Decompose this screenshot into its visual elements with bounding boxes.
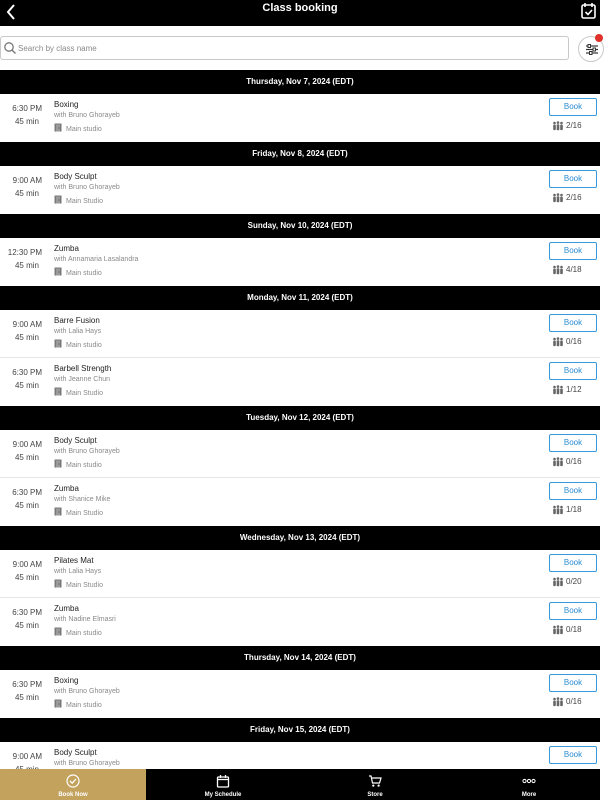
studio-label: Main studio [66,702,102,709]
search-row [0,26,600,70]
tab-store[interactable] [302,769,448,800]
day-header: Monday, Nov 11, 2024 (EDT) [0,286,600,310]
book-button[interactable]: Book [549,362,597,380]
door-icon [54,267,62,276]
studio-label: Main studio [66,126,102,133]
door-icon [54,339,62,348]
day-header: Friday, Nov 8, 2024 (EDT) [0,142,600,166]
class-duration: 45 min [14,189,39,198]
capacity-label: 4/18 [566,265,582,274]
capacity-label: 2/16 [566,121,582,130]
class-name: Body Sculpt [54,748,97,757]
class-time: 6:30 PM [12,488,42,497]
class-time: 6:30 PM [12,104,42,113]
filter-button[interactable] [578,36,604,62]
class-capacity [566,577,582,586]
people-icon [552,385,564,395]
class-duration: 45 min [14,453,39,462]
class-time: 9:00 AM [12,176,42,185]
people-icon [552,697,564,707]
people-icon [552,457,564,467]
class-row[interactable] [0,670,600,718]
door-icon [54,459,62,468]
day-header: Thursday, Nov 7, 2024 (EDT) [0,70,600,94]
people-icon [552,577,564,587]
studio-label: Main studio [66,270,102,277]
class-duration: 45 min [14,381,39,390]
studio-label: Main Studio [66,510,103,517]
people-icon [552,505,564,515]
studio-label: Main Studio [66,582,103,589]
tab-book-now[interactable] [0,769,146,800]
class-instructor: with Jeanne Chun [54,376,111,383]
book-button[interactable]: Book [549,602,597,620]
capacity-label: 0/18 [566,625,582,634]
class-row[interactable] [0,478,600,526]
book-button[interactable]: Book [549,242,597,260]
tab-more[interactable] [456,769,602,800]
class-capacity [566,505,582,514]
class-name: Body Sculpt [54,436,97,445]
studio-label: Main studio [66,462,102,469]
class-name: Pilates Mat [54,556,94,565]
top-bar [0,0,600,26]
bottom-tab-bar [0,769,600,800]
class-capacity [566,385,582,394]
people-icon [552,337,564,347]
book-button[interactable]: Book [549,554,597,572]
class-capacity [566,457,582,466]
class-name: Boxing [54,100,79,109]
class-studio [54,195,103,205]
class-instructor: with Bruno Ghorayeb [54,112,120,119]
page-title: Class booking [262,2,338,14]
class-name: Body Sculpt [54,172,97,181]
tab-label: My Schedule [204,792,242,798]
class-time: 6:30 PM [12,680,42,689]
book-button[interactable]: Book [549,674,597,692]
tab-label: Book Now [58,792,88,798]
day-header: Thursday, Nov 14, 2024 (EDT) [0,646,600,670]
capacity-label: 0/16 [566,697,582,706]
class-list [0,70,600,769]
studio-label: Main Studio [66,198,103,205]
class-studio [54,267,102,277]
class-duration: 45 min [14,261,39,270]
class-time: 6:30 PM [12,368,42,377]
class-studio [54,627,102,637]
class-capacity [566,625,582,634]
class-row[interactable] [0,310,600,358]
class-instructor: with Bruno Ghorayeb [54,688,120,695]
capacity-label: 1/12 [566,385,582,394]
class-capacity [566,697,582,706]
class-duration: 45 min [14,621,39,630]
class-instructor: with Bruno Ghorayeb [54,448,120,455]
class-instructor: with Lalia Hays [54,328,102,335]
class-name: Barre Fusion [54,316,100,325]
class-duration: 45 min [14,693,39,702]
door-icon [54,123,62,132]
capacity-label: 0/16 [566,457,582,466]
class-row[interactable] [0,238,600,286]
class-studio [54,579,103,589]
door-icon [54,627,62,636]
people-icon [552,193,564,203]
studio-label: Main studio [66,342,102,349]
class-capacity [566,265,582,274]
day-header: Friday, Nov 15, 2024 (EDT) [0,718,600,742]
class-duration: 45 min [14,333,39,342]
door-icon [54,507,62,516]
people-icon [552,625,564,635]
studio-label: Main studio [66,630,102,637]
calendar-check-icon[interactable] [580,1,598,21]
tab-label: More [521,792,537,798]
class-duration: 45 min [14,573,39,582]
capacity-label: 1/18 [566,505,582,514]
class-time: 9:00 AM [12,320,42,329]
class-time: 12:30 PM [7,248,42,257]
book-button[interactable]: Book [549,482,597,500]
book-button[interactable]: Book [549,314,597,332]
class-instructor: with Shanice Mike [54,496,111,503]
class-studio [54,387,103,397]
class-capacity [566,193,582,202]
search-icon [3,41,17,55]
day-header: Sunday, Nov 10, 2024 (EDT) [0,214,600,238]
day-header: Wednesday, Nov 13, 2024 (EDT) [0,526,600,550]
sliders-icon [585,43,599,56]
class-time: 9:00 AM [12,752,42,761]
class-studio [54,339,102,349]
tab-label: Store [367,792,383,798]
capacity-label: 2/16 [566,193,582,202]
class-studio [54,699,102,709]
class-name: Barbell Strength [54,364,112,373]
class-duration: 45 min [14,117,39,126]
class-instructor: with Lalia Hays [54,568,102,575]
class-name: Zumba [54,604,79,613]
class-name: Zumba [54,484,79,493]
book-button[interactable]: Book [549,98,597,116]
class-duration: 45 min [14,501,39,510]
class-time: 9:00 AM [12,440,42,449]
class-capacity [566,121,582,130]
door-icon [54,195,62,204]
class-name: Boxing [54,676,79,685]
people-icon [552,265,564,275]
people-icon [552,121,564,131]
search-box[interactable] [0,36,569,60]
filter-badge [595,34,603,42]
class-studio [54,459,102,469]
day-header: Tuesday, Nov 12, 2024 (EDT) [0,406,600,430]
class-row[interactable] [0,430,600,478]
door-icon [54,387,62,396]
door-icon [54,699,62,708]
class-capacity [566,337,582,346]
class-row[interactable] [0,94,600,142]
class-name: Zumba [54,244,79,253]
class-row[interactable] [0,358,600,406]
capacity-label: 0/16 [566,337,582,346]
class-time: 6:30 PM [12,608,42,617]
book-button[interactable]: Book [549,170,597,188]
book-button[interactable]: Book [549,434,597,452]
class-row[interactable] [0,550,600,598]
door-icon [54,579,62,588]
book-button[interactable]: Book [549,746,597,764]
class-time: 9:00 AM [12,560,42,569]
class-studio [54,123,102,133]
class-instructor: with Bruno Ghorayeb [54,184,120,191]
studio-label: Main Studio [66,390,103,397]
class-studio [54,507,103,517]
class-instructor: with Bruno Ghorayeb [54,760,120,767]
search-input[interactable] [18,39,558,57]
class-instructor: with Annamaria Lasalandra [54,256,139,263]
capacity-label: 0/20 [566,577,582,586]
class-row[interactable] [0,166,600,214]
class-instructor: with Nadine Elmasri [54,616,116,623]
tab-my-schedule[interactable] [150,769,296,800]
class-row[interactable] [0,598,600,646]
